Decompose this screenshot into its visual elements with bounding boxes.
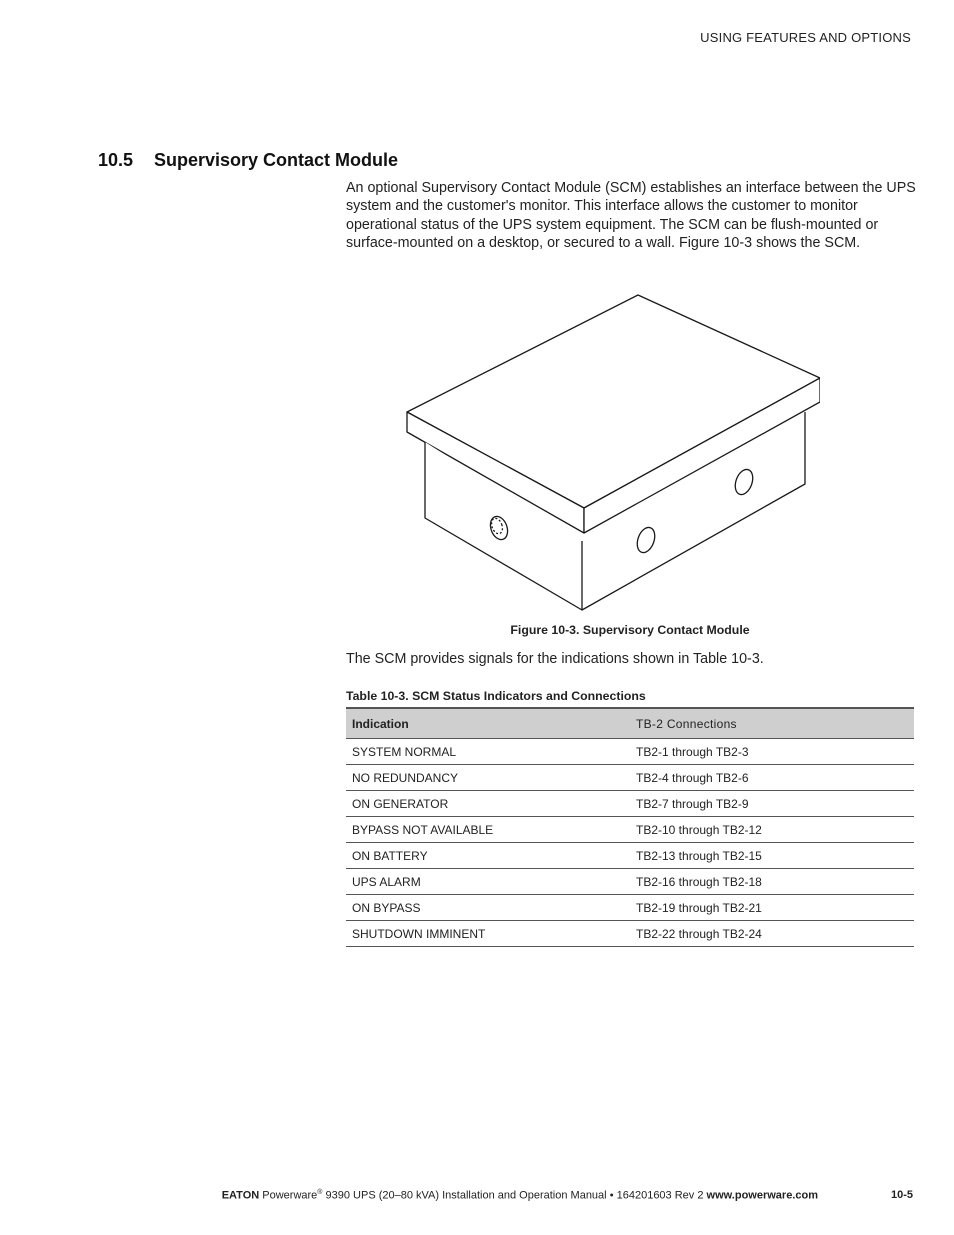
connection-cell: TB2-7 through TB2-9	[630, 791, 914, 817]
connection-cell: TB2-4 through TB2-6	[630, 765, 914, 791]
footer-page-number: 10-5	[890, 1189, 913, 1201]
header-indication: Indication	[346, 708, 630, 739]
footer-bullet: •	[609, 1189, 614, 1202]
connection-cell: TB2-10 through TB2-12	[630, 817, 914, 843]
footer-product: Powerware	[262, 1189, 318, 1202]
header-tb2-connections: TB-2 Connections	[630, 708, 914, 739]
section-title: Supervisory Contact Module	[154, 150, 399, 170]
indication-cell: SHUTDOWN IMMINENT	[346, 921, 630, 947]
footer-doc-number: 164201603 Rev 2	[616, 1189, 704, 1202]
footer-document-info	[222, 1189, 818, 1202]
indication-cell: ON BYPASS	[346, 895, 630, 921]
table-row	[346, 843, 914, 869]
table-row	[346, 895, 914, 921]
connection-cell: TB2-13 through TB2-15	[630, 843, 914, 869]
indication-cell: NO REDUNDANCY	[346, 765, 630, 791]
table-caption: Table 10-3. SCM Status Indicators and Connections	[346, 689, 646, 703]
table-row	[346, 921, 914, 947]
table-row	[346, 817, 914, 843]
footer-brand: EATON	[221, 1189, 260, 1202]
indication-cell: ON GENERATOR	[346, 791, 630, 817]
table-row	[346, 869, 914, 895]
scm-status-table	[346, 707, 914, 947]
table-row	[346, 791, 914, 817]
intro-paragraph: An optional Supervisory Contact Module (SCM) establishes an interface between the UPS system and the customer's monitor. This interface allows the customer to monitor operational status of the UPS system equipment. The SCM can be flush-mounted or surface-mounted on a desktop, or secured to a wall. Figure 10-3 shows the SCM.	[346, 180, 916, 251]
figure-caption: Figure 10-3. Supervisory Contact Module	[510, 623, 750, 637]
scm-enclosure-drawing	[400, 290, 820, 620]
indication-cell: ON BATTERY	[346, 843, 630, 869]
section-number: 10.5	[98, 150, 134, 170]
table-row	[346, 765, 914, 791]
footer-website: www.powerware.com	[706, 1189, 818, 1202]
table-header-row	[346, 708, 914, 739]
scm-figure	[400, 290, 820, 620]
indication-cell: BYPASS NOT AVAILABLE	[346, 817, 630, 843]
connection-cell: TB2-22 through TB2-24	[630, 921, 914, 947]
lead-paragraph: The SCM provides signals for the indications shown in Table 10-3.	[346, 651, 764, 667]
table-row	[346, 739, 914, 765]
indication-cell: UPS ALARM	[346, 869, 630, 895]
section-heading	[98, 150, 398, 171]
connection-cell: TB2-19 through TB2-21	[630, 895, 914, 921]
indication-cell: SYSTEM NORMAL	[346, 739, 630, 765]
registered-mark: ®	[317, 1189, 323, 1196]
footer-manual-title: 9390 UPS (20–80 kVA) Installation and Operation Manual	[325, 1189, 607, 1202]
connection-cell: TB2-16 through TB2-18	[630, 869, 914, 895]
connection-cell: TB2-1 through TB2-3	[630, 739, 914, 765]
running-header: USING FEATURES AND OPTIONS	[700, 30, 911, 45]
